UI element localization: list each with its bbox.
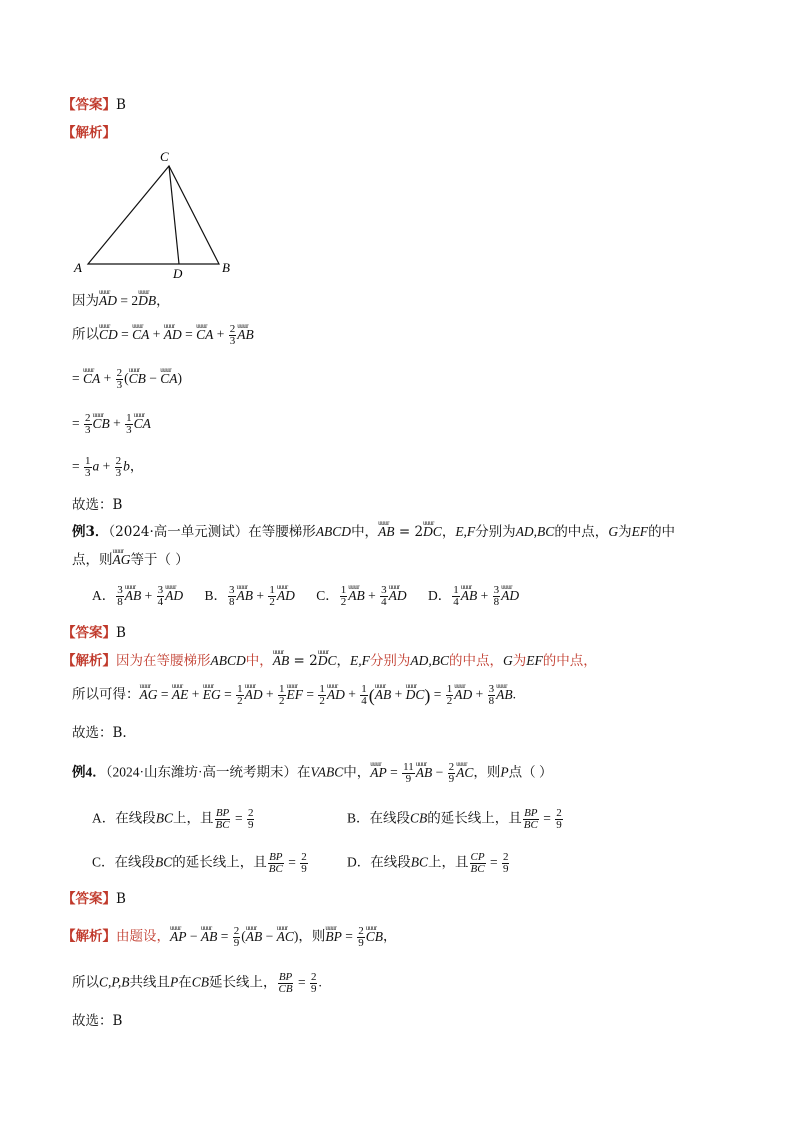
answer-line-3: 【答案】B — [62, 625, 126, 641]
step-3: = uuur CA + $\frac{2}{3}$ (uuur CB − uuur CA) — [72, 368, 182, 391]
point-label-a: A — [74, 260, 82, 275]
example3-analysis-line1: 【解析】因为在等腰梯形ABCD中，uuur AB = 2uuur DC，E,F分别为AD,BC的中点，G为EF的中点， — [62, 652, 597, 670]
step-2: 所以uuur CD = uuur CA + uuur AD = uuur CA + $\frac{2}{3}$ uuur AB — [72, 324, 254, 347]
option-b[interactable]: B． $\frac{3}{8}$ uuur AB + $\frac{1}{2}$ uuur AD — [205, 588, 295, 603]
example4-option-d[interactable]: D．在线段BC上，且 $\frac{CP}{BC}$ = $\frac{2}{9}$ — [347, 851, 509, 875]
point-label-b: B — [222, 260, 230, 275]
example4-analysis-line2: 所以C,P,B共线且P在CB延长线上， $\frac{BP}{CB}$ = $\frac{2}{9}$ . — [72, 971, 322, 995]
example4-analysis-line1: 【解析】由题设，uuur AP − uuur AB = $\frac{2}{9}$ (uuur AB − uuur AC)，则uuur BP = $\frac{2}{9}$ uuur CB， — [62, 926, 397, 949]
choose-line-3: 故选：B. — [72, 725, 127, 741]
point-label-c: C — [160, 149, 169, 164]
step-5: = $\frac{1}{3}$ a + $\frac{2}{3}$ b， — [72, 455, 144, 479]
example3-analysis-line2: 所以可得：uuur AG = uuur AE + uuur EG = $\frac{1}{2}$ uuur AD + $\frac{1}{2}$ uuur EF = $\frac{1}{2}$ uuur AD + $\frac{1}{4}$ (uuur AB + uuur DC) = $\frac{1}{2}$ uuur AD + $\frac{3}{8}$ uuur AB. — [72, 684, 516, 707]
option-d[interactable]: D． $\frac{1}{4}$ uuur AB + $\frac{3}{8}$ uuur AD — [428, 588, 519, 603]
answer-line-1: 【答案】B — [62, 97, 126, 113]
example3-options — [92, 585, 537, 608]
option-a[interactable]: A． $\frac{3}{8}$ uuur AB + $\frac{3}{4}$ uuur AD — [92, 588, 183, 603]
example4-option-a[interactable]: A．在线段BC上，且 $\frac{BP}{BC}$ = $\frac{2}{9}$ — [92, 807, 254, 831]
step-1: 因为uuur AD = 2uuur DB， — [72, 292, 170, 310]
option-c[interactable]: C． $\frac{1}{2}$ uuur AB + $\frac{3}{4}$ uuur AD — [316, 588, 406, 603]
example3-question-line2: 点，则uuur AG等于（ ） — [72, 551, 189, 569]
example3-question-line1: 例3．（2024·高一单元测试）在等腰梯形ABCD中，uuur AB = 2uuur DC，E,F分别为AD,BC的中点，G为EF的中 — [72, 523, 675, 541]
point-label-d: D — [173, 266, 183, 281]
triangle-diagram — [70, 146, 240, 281]
answer-line-4: 【答案】B — [62, 891, 126, 907]
step-4: = $\frac{2}{3}$ uuur CB + $\frac{1}{3}$ uuur CA — [72, 413, 151, 436]
choose-line-1: 故选：B — [72, 497, 123, 513]
example4-option-b[interactable]: B．在线段CB的延长线上，且 $\frac{BP}{BC}$ = $\frac{2}{9}$ — [347, 807, 562, 831]
choose-line-4: 故选：B — [72, 1013, 123, 1029]
example4-option-c[interactable]: C．在线段BC的延长线上，且 $\frac{BP}{BC}$ = $\frac{2}{9}$ — [92, 851, 307, 875]
analysis-label-1: 【解析】 — [62, 125, 116, 141]
example4-question: 例4．（2024·山东潍坊·高一统考期末）在VABC中，uuur AP = $\frac{11}{9}$ uuur AB − $\frac{2}{9}$ uuur AC，则P点（ ） — [72, 762, 552, 785]
